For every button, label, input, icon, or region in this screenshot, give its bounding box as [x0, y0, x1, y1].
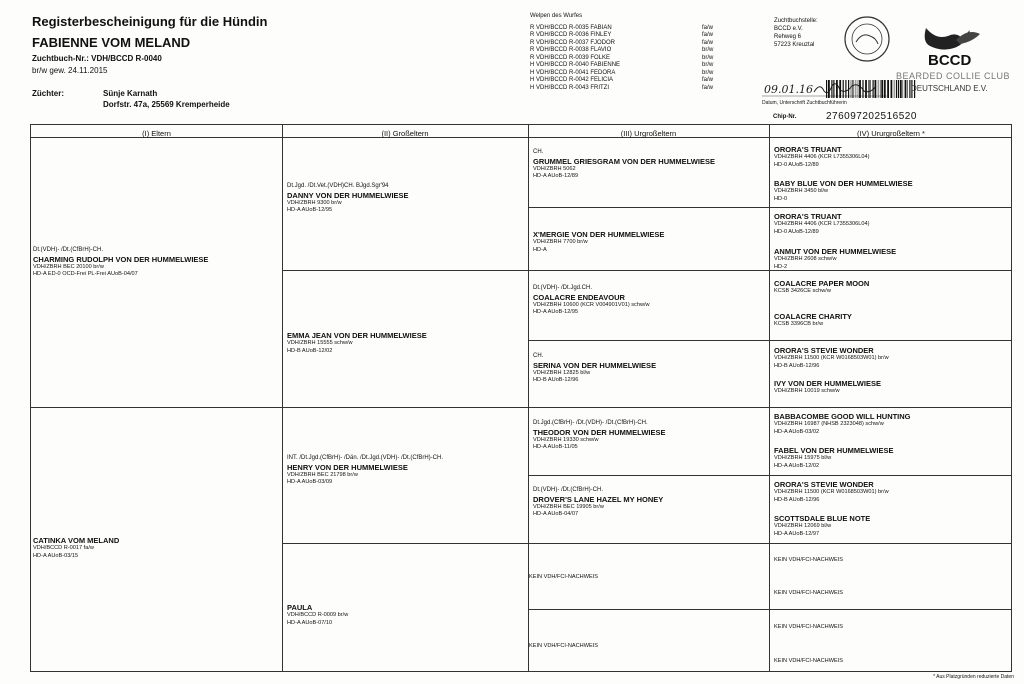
pup-color: fa/w	[702, 84, 714, 91]
dog-registration: VDH/ZBRH BEC 20100 br/w	[33, 263, 104, 270]
grandparent-2	[287, 331, 427, 355]
great-great-grandparent-11	[774, 480, 889, 504]
litter-row	[530, 70, 713, 78]
great-great-grandparent-2	[774, 179, 913, 203]
dog-registration: VDH/BCCD R-0017 fa/w	[33, 545, 94, 551]
seal-stamp-icon	[842, 14, 892, 64]
dog-name: EMMA JEAN VON DER HUMMELWIESE	[287, 331, 427, 340]
dog-registration: VDH/ZBRH 2608 schw/w	[774, 256, 837, 262]
breeder-address: Dorfstr. 47a, 25569 Kremperheide	[103, 100, 230, 109]
dog-title: Dt.(VDH)- /Dt.Jgd.CH.	[533, 285, 593, 291]
no-record-note: KEIN VDH/FCI-NACHWEIS	[529, 643, 598, 649]
dog-registration: VDH/ZBRH 16987 (NHSB 2323048) schw/w	[774, 421, 884, 427]
grandparent-4	[287, 603, 348, 627]
dog-name: BABBACOMBE GOOD WILL HUNTING	[774, 412, 911, 421]
pup-name: R VDH/BCCD R-0037 FJODOR	[530, 39, 616, 46]
dog-registration: VDH/ZBRH 19330 schw/w	[533, 436, 599, 443]
chip-number: 276097202516520	[826, 111, 917, 122]
dog-registration: VDH/ZBRH 11500 (KCR W0168503W01) br/w	[774, 355, 889, 361]
logo-name: BCCD	[928, 52, 972, 69]
chip-label: Chip-Nr.	[773, 114, 797, 120]
dog-health: HD-A AUoB-11/05	[533, 444, 578, 450]
great-great-grandparent-1	[774, 145, 869, 169]
dog-registration: VDH/ZBRH 7700 br/w	[533, 239, 588, 245]
column-header-parents: (I) Eltern	[142, 129, 171, 138]
dog-title: Dt.Jgd.(CfBrH)- /Dt.(VDH)- /Dt.(CfBrH)-CH.	[533, 420, 648, 426]
dog-name: COALACRE CHARITY	[774, 312, 852, 321]
pup-color: fa/w	[702, 39, 714, 46]
pedigree-table	[30, 124, 1012, 672]
dog-registration: VDH/ZBRH 5062	[533, 165, 576, 172]
column-header-grandparents: (II) Großeltern	[381, 129, 429, 138]
dog-name: ORORA'S TRUANT	[774, 145, 842, 154]
breeder-name: Sünje Karnath	[103, 89, 158, 98]
pup-name: R VDH/BCCD R-0036 FINLEY	[530, 32, 612, 38]
parent-sire	[33, 247, 208, 279]
no-record-note: KEIN VDH/FCI-NACHWEIS	[774, 557, 843, 563]
pup-name: R VDH/BCCD R-0035 FABIAN	[530, 24, 612, 31]
no-record-note: KEIN VDH/FCI-NACHWEIS	[774, 590, 843, 596]
dog-name: X'MERGIE VON DER HUMMELWIESE	[533, 230, 665, 239]
dog-registration: VDH/ZBRH BEC 21798 br/w	[287, 471, 358, 478]
great-great-grandparent-10	[774, 446, 893, 470]
dog-name: DROVER'S LANE HAZEL MY HONEY	[533, 494, 664, 504]
litter-row	[530, 77, 713, 85]
great-grandparent-1	[533, 149, 715, 181]
document-title: Registerbescheinigung für die Hündin	[32, 14, 268, 29]
column-header-great-great-grandparents: (IV) Ururgroßeltern *	[857, 129, 925, 138]
litter-list	[530, 13, 713, 92]
dog-health: HD-B AUoB-12/96	[774, 362, 820, 369]
great-great-grandparent-6	[774, 312, 852, 329]
great-great-grandparent-9	[774, 412, 911, 436]
great-great-grandparent-5	[774, 279, 869, 296]
logo-subtitle: BEARDED COLLIE CLUB	[896, 71, 1011, 81]
pup-name: R VDH/BCCD R-0039 FOLKE	[530, 54, 611, 61]
dog-name: COALACRE ENDEAVOUR	[533, 292, 625, 302]
great-grandparent-6	[533, 487, 663, 519]
grandparent-3	[287, 455, 443, 487]
dog-name: BABY BLUE VON DER HUMMELWIESE	[774, 179, 913, 188]
column-header-great-grandparents: (III) Urgroßeltern	[620, 129, 677, 138]
litter-row	[530, 32, 713, 40]
litter-row	[530, 47, 713, 55]
dog-registration: VDH/ZBRH 15975 bl/w	[774, 455, 832, 461]
dog-registration: VDH/ZBRH 9300 br/w	[287, 199, 342, 206]
footnote: * Aus Platzgründen reduzierte Daten	[933, 674, 1014, 680]
dog-health: HD-B AUoB-12/02	[287, 347, 333, 354]
dog-health: HD-A AUoB-12/97	[774, 530, 820, 537]
dog-name: ORORA'S STEVIE WONDER	[774, 346, 874, 355]
litter-row	[530, 62, 713, 70]
dog-registration: KCSB 3396CB br/w	[774, 321, 824, 327]
dog-health: HD-A AUoB-03/15	[33, 552, 79, 559]
dog-health: HD-A AUoB-07/10	[287, 619, 333, 626]
dog-name: COALACRE PAPER MOON	[774, 279, 870, 288]
pup-color: fa/w	[702, 24, 714, 31]
issuer-line2: Rehweg 6	[774, 34, 802, 40]
no-record-note: KEIN VDH/FCI-NACHWEIS	[774, 624, 843, 630]
no-record-note: KEIN VDH/FCI-NACHWEIS	[529, 574, 598, 580]
pup-color: br/w	[702, 47, 714, 53]
dog-health: HD-B AUoB-12/96	[533, 377, 579, 383]
litter-heading: Welpen des Wurfes	[530, 13, 583, 19]
issuer-line1: BCCD e.V.	[774, 26, 803, 32]
issuer-block	[774, 17, 818, 49]
dog-health: HD-0	[774, 195, 788, 202]
dog-registration: VDH/ZBRH 3450 bl/w	[774, 188, 829, 194]
great-great-grandparent-12	[774, 514, 870, 538]
dog-health: HD-0 AUoB-12/89	[774, 161, 819, 168]
dog-name: DANNY VON DER HUMMELWIESE	[287, 190, 409, 200]
dog-health: HD-A ED-0 OCD-Frei PL-Frei AUoB-04/07	[33, 271, 138, 277]
dog-name: ANMUT VON DER HUMMELWIESE	[774, 247, 897, 256]
no-record-note: KEIN VDH/FCI-NACHWEIS	[774, 658, 843, 664]
pup-color: br/w	[702, 69, 714, 76]
great-great-grandparent-7	[774, 346, 889, 370]
pup-name: R VDH/BCCD R-0038 FLAVIO	[530, 47, 612, 53]
issuer-line3: 57223 Kreuztal	[774, 42, 815, 48]
dog-title: Dt.(VDH)- /Dt.(CfBrH)-CH.	[533, 487, 603, 493]
parent-dam	[33, 536, 119, 560]
dog-name: THEODOR VON DER HUMMELWIESE	[533, 427, 666, 437]
great-great-grandparent-3	[774, 212, 869, 236]
dog-name: SCOTTSDALE BLUE NOTE	[774, 514, 871, 523]
dog-health: HD-A AUoB-03/09	[287, 479, 333, 485]
dog-health: HD-A AUoB-12/95	[533, 309, 579, 315]
dog-health: HD-A	[533, 246, 547, 253]
dog-name: CATINKA VOM MELAND	[33, 536, 120, 545]
pup-color: br/w	[702, 62, 714, 68]
dog-registration: VDH/ZBRH 12825 bl/w	[533, 369, 591, 376]
logo-country: DEUTSCHLAND E.V.	[911, 84, 988, 93]
pup-color: br/w	[702, 54, 714, 61]
dog-title: Dt.Jgd. /Dt.Vet.(VDH)CH. BJgd.Sgr'94	[287, 183, 389, 189]
dog-registration: VDH/ZBRH 11500 (KCR W0168503W01) br/w	[774, 489, 889, 495]
dog-name: FABIENNE VOM MELAND	[32, 35, 191, 50]
pup-color: fa/w	[702, 32, 714, 38]
litter-row	[530, 85, 713, 93]
breeder-label: Züchter:	[32, 89, 64, 98]
dog-name: IVY VON DER HUMMELWIESE	[774, 379, 881, 388]
dog-registration: VDH/ZBRH 4406 (KCR L7355306L04)	[774, 154, 870, 160]
litter-row	[530, 25, 713, 33]
birth-info: br/w gew. 24.11.2015	[32, 66, 108, 75]
dog-health: HD-A AUoB-12/02	[774, 462, 820, 469]
dog-name: ORORA'S STEVIE WONDER	[774, 480, 874, 489]
dog-registration: VDH/BCCD R-0009 br/w	[287, 612, 349, 618]
dog-health: HD-A AUoB-04/07	[533, 511, 579, 517]
dog-name: FABEL VON DER HUMMELWIESE	[774, 446, 894, 455]
dog-health: HD-2	[774, 263, 788, 270]
zuchtbuch-number: Zuchtbuch-Nr.: VDH/BCCD R-0040	[32, 54, 162, 63]
dog-health: HD-A AUoB-12/89	[533, 173, 579, 179]
great-grandparent-3	[533, 285, 650, 317]
dog-name: CHARMING RUDOLPH VON DER HUMMELWIESE	[33, 254, 209, 264]
dog-registration: VDH/ZBRH 4406 (KCR L7355306L04)	[774, 221, 870, 227]
grandparent-1	[287, 183, 409, 215]
dog-registration: VDH/ZBRH 12069 bl/w	[774, 523, 832, 529]
signature-date: 09.01.16	[764, 83, 813, 96]
pup-name: H VDH/BCCD R-0040 FABIENNE	[530, 62, 621, 68]
great-great-grandparent-8	[774, 379, 881, 396]
litter-row	[530, 40, 713, 48]
pup-name: H VDH/BCCD R-0042 FELICIA	[530, 77, 614, 83]
dog-health: HD-B AUoB-12/96	[774, 496, 820, 503]
litter-row	[530, 55, 713, 63]
dog-registration: VDH/ZBRH 10019 schw/w	[774, 388, 840, 394]
dog-registration: VDH/ZBRH BEC 19905 br/w	[533, 503, 604, 510]
dog-title: CH.	[533, 353, 544, 359]
issuer-label: Zuchtbuchstelle:	[774, 18, 818, 24]
dog-title: Dt.(VDH)- /Dt.(CfBrH)-CH.	[33, 247, 103, 253]
pup-color: fa/w	[702, 77, 714, 83]
dog-name: ORORA'S TRUANT	[774, 212, 842, 221]
dog-health: HD-0 AUoB-12/89	[774, 228, 819, 235]
dog-health: HD-A AUoB-03/02	[774, 428, 820, 435]
great-grandparent-5	[533, 420, 666, 452]
dog-name: GRUMMEL GRIESGRAM VON DER HUMMELWIESE	[533, 156, 715, 166]
dog-name: PAULA	[287, 603, 313, 612]
great-great-grandparent-4	[774, 247, 896, 271]
pup-name: H VDH/BCCD R-0041 FEDORA	[530, 69, 616, 76]
dog-registration: VDH/ZBRH 10600 (KCR V004901V01) schw/w	[533, 301, 650, 308]
dog-name: SERINA VON DER HUMMELWIESE	[533, 360, 657, 370]
signature-caption: Datum, Unterschrift Zuchtbuchführerin	[762, 100, 847, 106]
pup-name: H VDH/BCCD R-0043 FRITZI	[530, 84, 610, 91]
dog-health: HD-A AUoB-12/95	[287, 207, 333, 213]
great-grandparent-4	[533, 353, 656, 385]
dog-title: INT. /Dt.Jgd.(CfBrH)- /Dän. /Dt.Jgd.(VDH)- /Dt.(CfBrH)-CH.	[287, 455, 444, 461]
dog-registration: VDH/ZBRH 15555 schw/w	[287, 340, 353, 346]
dog-registration: KCSB 3426CE schw/w	[774, 288, 831, 294]
dog-title: CH.	[533, 149, 544, 155]
great-grandparent-2	[533, 230, 664, 254]
dog-name: HENRY VON DER HUMMELWIESE	[287, 462, 408, 472]
